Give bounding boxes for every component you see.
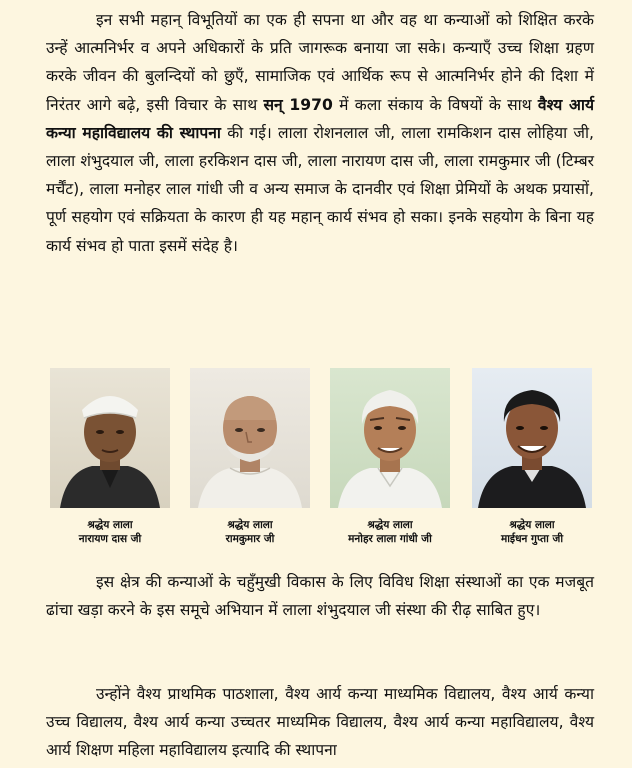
paragraph-founding-history — [46, 6, 594, 260]
paragraph-institutions-founded: उन्होंने वैश्य प्राथमिक पाठशाला, वैश्य आर्य कन्या माध्यमिक विद्यालय, वैश्य आर्य कन्या उच्च विद्यालय, वैश्य आर्य कन्या उच्चतर माध्यमिक विद्यालय, वैश्य आर्य कन्या महाविद्यालय, वैश्य आर्य शिक्षण महिला महाविद्यालय इत्यादि की स्थापना — [46, 685, 594, 760]
founder-name: रामकुमार जी — [225, 533, 275, 545]
founder-photo-1 — [50, 368, 170, 508]
founder-honorific: श्रद्धेय लाला — [87, 519, 133, 531]
founder-name: माईधन गुप्ता जी — [500, 533, 564, 545]
founder-photo-4 — [472, 368, 592, 508]
founder-photo-3 — [330, 368, 450, 508]
portrait-elderly-bald-icon — [190, 368, 310, 508]
founder-card — [330, 368, 450, 546]
founder-name: नारायण दास जी — [78, 533, 142, 545]
founder-caption — [330, 518, 450, 546]
portrait-white-hair-icon — [330, 368, 450, 508]
founder-photo-2 — [190, 368, 310, 508]
founding-year: सन् 1970 — [263, 95, 333, 114]
college-founding-phrase: वैश्य आर्य कन्या महाविद्यालय की स्थापना — [46, 95, 594, 142]
founder-card — [472, 368, 592, 546]
paragraph-shambhudayal-role: इस क्षेत्र की कन्याओं के चहुँमुखी विकास के लिए विविध शिक्षा संस्थाओं का एक मजबूत ढांचा खड़ा करने के इस समूचे अभियान में लाला शंभुदयाल जी संस्था की रीढ़ साबित हुए। — [46, 573, 594, 620]
paragraph1-text-c: की गई। लाला रोशनलाल जी, लाला रामकिशन दास लोहिया जी, लाला शंभुदयाल जी, लाला हरकिशन दास जी, लाला नारायण दास जी, लाला रामकुमार जी (टिम्बर मर्चैंट), लाला मनोहर लाल गांधी जी व अन्य समाज के दानवीर एवं शिक्षा प्रेमियों के अथक प्रयासों, पूर्ण सहयोग एवं सक्रियता के कारण ही यह महान् कार्य संभव हो सका। इनके सहयोग के बिना यह कार्य संभव हो पाता इसमें संदेह है। — [46, 123, 594, 255]
founder-honorific: श्रद्धेय लाला — [227, 519, 273, 531]
portrait-dark-coat-icon — [472, 368, 592, 508]
paragraph1-text-b: में कला संकाय के विषयों के साथ — [332, 95, 538, 114]
founder-caption — [190, 518, 310, 546]
founder-card — [190, 368, 310, 546]
founder-name: मनोहर लाला गांधी जी — [348, 533, 432, 545]
paragraph1-text-a: इन सभी महान् विभूतियों का एक ही सपना था और वह था कन्याओं को शिक्षित करके उन्हें आत्मनिर्भर व अपने अधिकारों के प्रति जागरूक बनाया जा सके। कन्याएँ उच्च शिक्षा ग्रहण करके जीवन की बुलन्दियों को छुएँ, सामाजिक एवं आर्थिक रूप से आत्मनिर्भर होने की दिशा में निरंतर आगे बढ़े, इसी विचार के साथ — [46, 11, 594, 114]
founder-caption — [50, 518, 170, 546]
founders-photo-row — [48, 368, 608, 558]
founder-honorific: श्रद्धेय लाला — [509, 519, 555, 531]
founder-honorific: श्रद्धेय लाला — [367, 519, 413, 531]
founder-card — [50, 368, 170, 546]
portrait-with-white-cap-icon — [50, 368, 170, 508]
founder-caption — [472, 518, 592, 546]
